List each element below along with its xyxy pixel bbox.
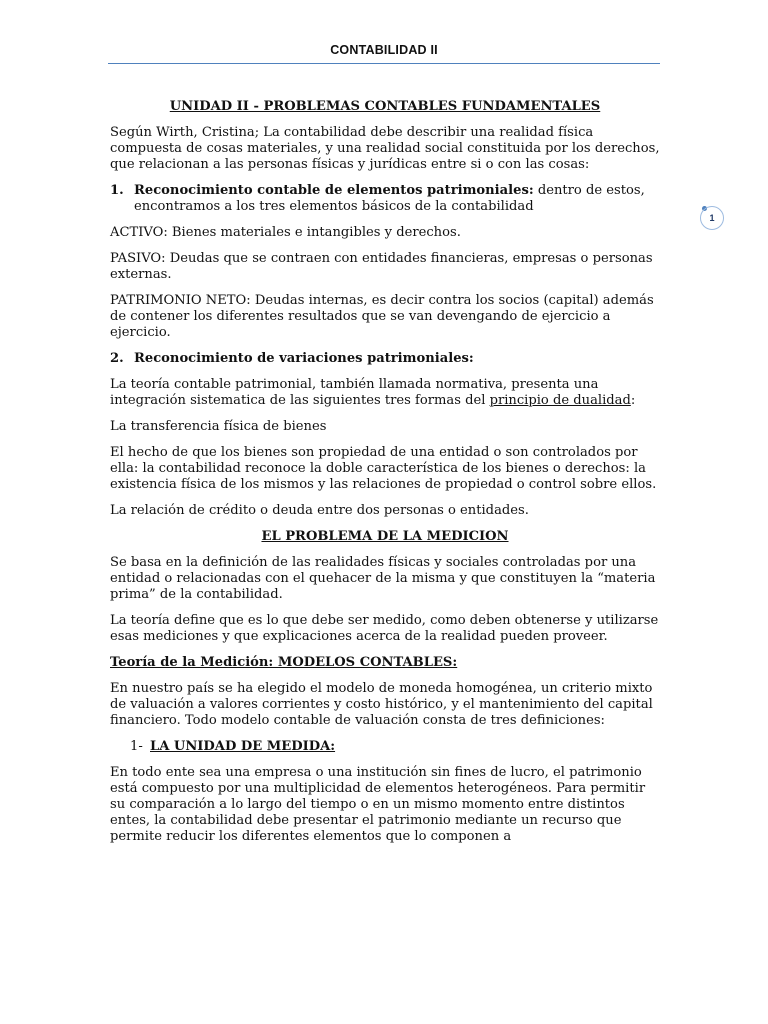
list-heading: Reconocimiento de variaciones patrimoniales: bbox=[134, 351, 474, 366]
list-number: 2. bbox=[110, 351, 124, 366]
list-item-reconocimiento bbox=[110, 183, 660, 215]
list-item-unidad-medida bbox=[110, 739, 660, 755]
pasivo-paragraph: PASIVO: Deudas que se contraen con entidades financieras, empresas o personas externas. bbox=[110, 251, 653, 282]
activo-paragraph: ACTIVO: Bienes materiales e intangibles y derechos. bbox=[110, 225, 461, 240]
list-text bbox=[134, 183, 660, 215]
list-number: 1- bbox=[130, 739, 143, 754]
unit-title: UNIDAD II - PROBLEMAS CONTABLES FUNDAMENTALES bbox=[169, 99, 601, 114]
medicion-title: EL PROBLEMA DE LA MEDICION bbox=[261, 529, 509, 544]
page-number-badge: 1 bbox=[700, 206, 724, 230]
list-item-variaciones bbox=[110, 351, 660, 367]
transferencia-paragraph: La transferencia física de bienes bbox=[110, 419, 327, 434]
document-body bbox=[110, 99, 660, 855]
pais-paragraph: En nuestro país se ha elegido el modelo de moneda homogénea, un criterio mixto de valuación a valores corrientes y costo histórico, y el mantenimiento del capital financiero. Todo modelo contable de valuación consta de tres definiciones: bbox=[110, 681, 653, 728]
list-number: 1. bbox=[110, 183, 124, 198]
principio-dualidad-text: principio de dualidad bbox=[489, 393, 631, 408]
list-body: dentro de estos, encontramos a los tres elementos básicos de la contabilidad bbox=[134, 183, 645, 214]
list-heading: LA UNIDAD DE MEDIDA: bbox=[150, 739, 336, 754]
hecho-paragraph: El hecho de que los bienes son propiedad de una entidad o son controlados por ella: la contabilidad reconoce la doble característica de los bienes o derechos: la existencia física de los mismos y las relaciones de propiedad o control sobre ellos. bbox=[110, 445, 657, 492]
teoria-medicion-heading: Teoría de la Medición: MODELOS CONTABLES: bbox=[110, 655, 458, 670]
intro-paragraph: Según Wirth, Cristina; La contabilidad debe describir una realidad física compuesta de cosas materiales, y una realidad social constituida por los derechos, que relacionan a las personas físicas y jurídicas entre si o con las cosas: bbox=[110, 125, 660, 172]
teoria-paragraph bbox=[110, 377, 660, 409]
patrimonio-paragraph: PATRIMONIO NETO: Deudas internas, es decir contra los socios (capital) además de contener los diferentes resultados que se van devengando de ejercicio a ejercicio. bbox=[110, 293, 654, 340]
medicion-paragraph-2: La teoría define que es lo que debe ser medido, como deben obtenerse y utilizarse esas mediciones y que explicaciones acerca de la realidad pueden proveer. bbox=[110, 613, 659, 644]
relacion-paragraph: La relación de crédito o deuda entre dos personas o entidades. bbox=[110, 503, 529, 518]
teoria-colon: : bbox=[630, 393, 636, 408]
header-divider bbox=[108, 63, 660, 64]
list-heading: Reconocimiento contable de elementos patrimoniales: bbox=[134, 183, 534, 198]
medicion-paragraph-1: Se basa en la definición de las realidades físicas y sociales controladas por una entidad o relacionadas con el quehacer de la misma y que constituyen la “materia prima” de la contabilidad. bbox=[110, 555, 656, 602]
teoria-text: La teoría contable patrimonial, también llamada normativa, presenta una integración sistematica de las siguientes tres formas del bbox=[110, 377, 599, 408]
ente-paragraph: En todo ente sea una empresa o una institución sin fines de lucro, el patrimonio está compuesto por una multiplicidad de elementos heterogéneos. Para permitir su comparación a lo largo del tiempo o en un mismo momento entre distintos entes, la contabilidad debe presentar el patrimonio mediante un recurso que permite reducir los diferentes elementos que lo componen a bbox=[110, 765, 646, 844]
running-header-title: CONTABILIDAD II bbox=[330, 43, 438, 57]
